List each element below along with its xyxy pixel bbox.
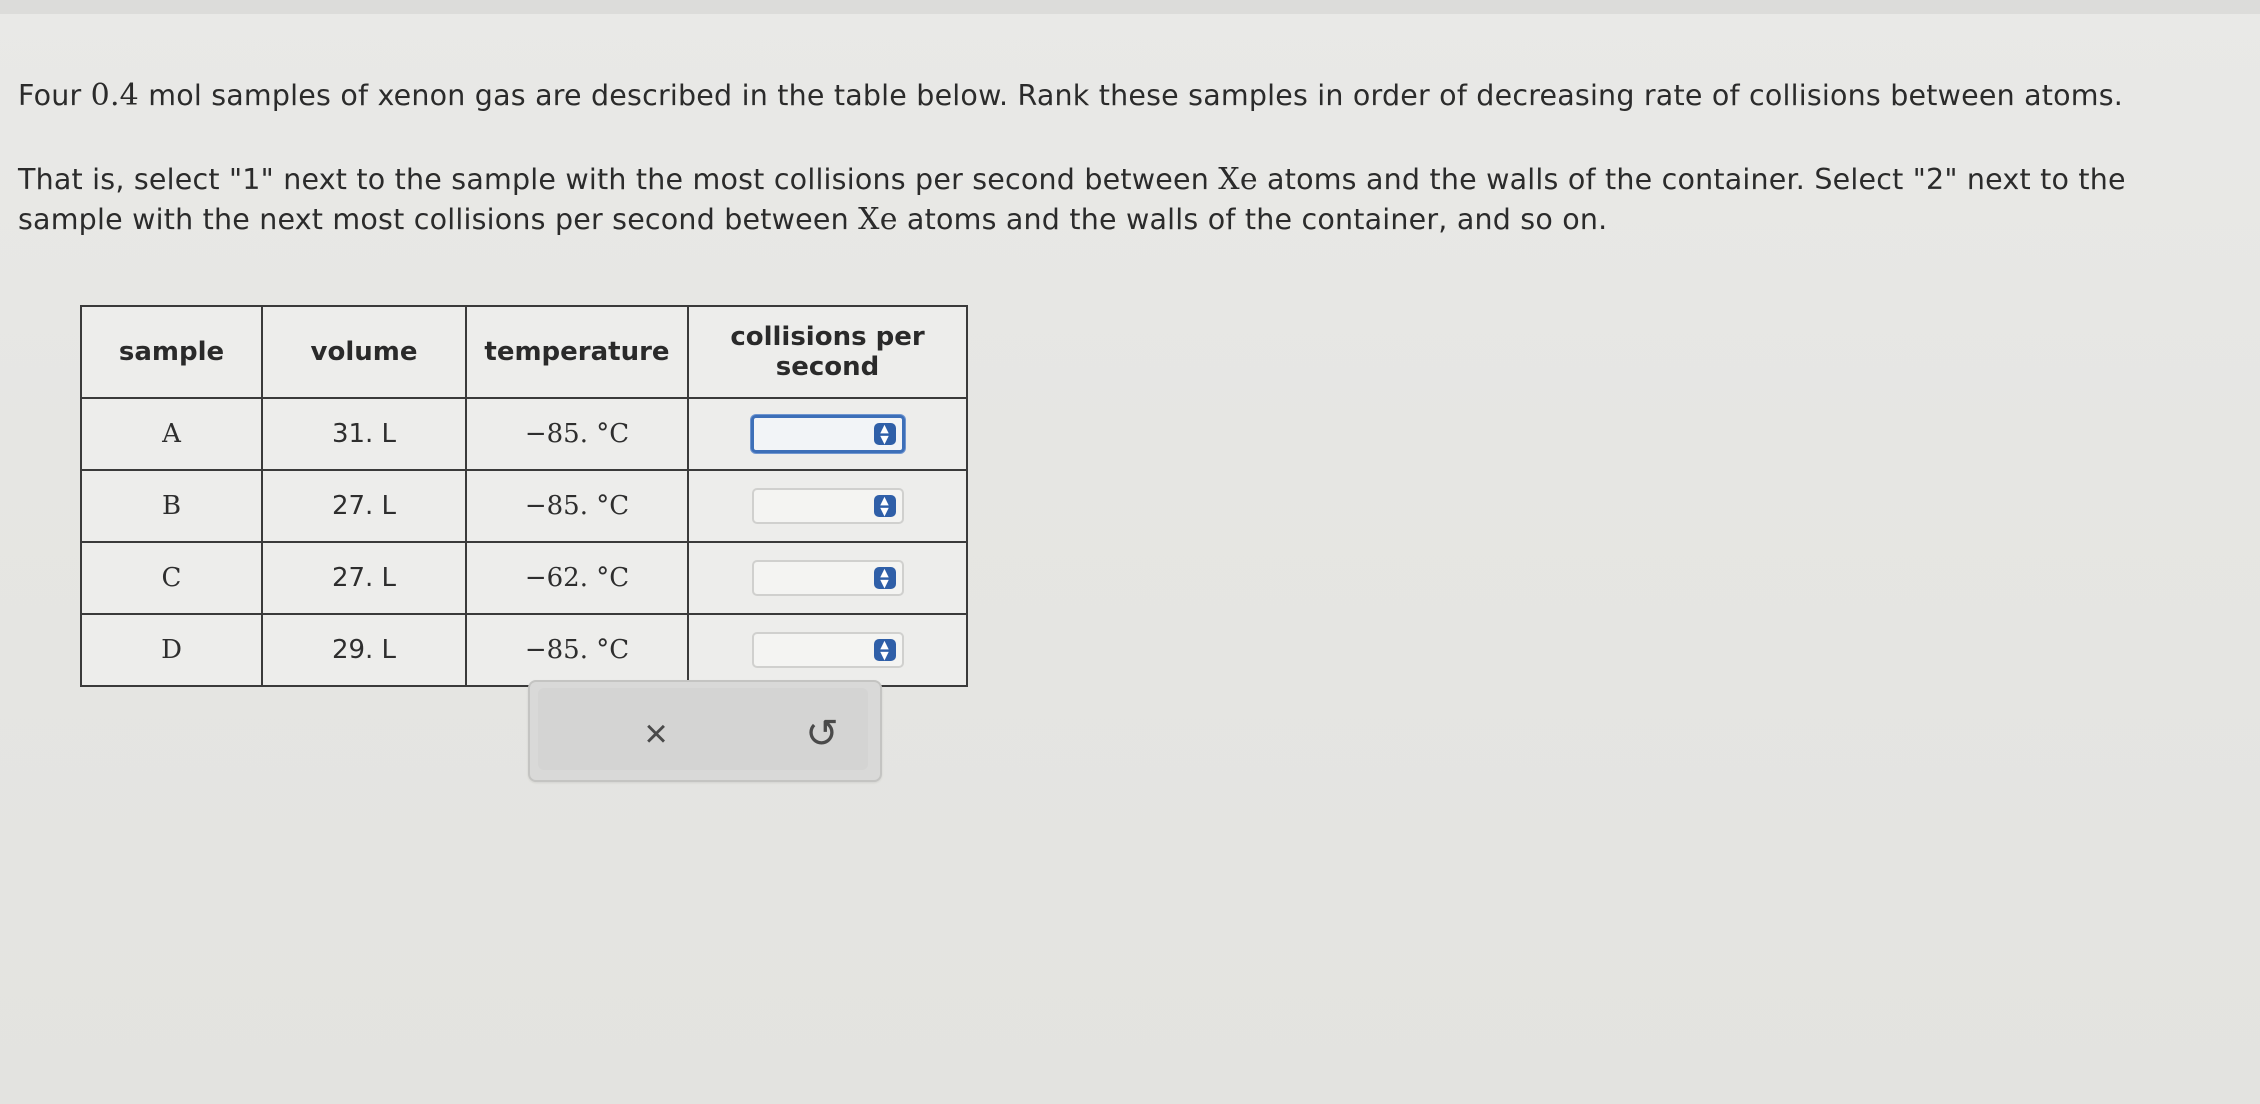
rank-cell bbox=[688, 542, 967, 614]
top-edge bbox=[0, 0, 2260, 14]
volume-value: 29. L bbox=[262, 614, 466, 686]
volume-value: 27. L bbox=[262, 470, 466, 542]
rank-select-d[interactable] bbox=[752, 632, 904, 668]
up-down-arrows-icon: ▲ ▼ bbox=[874, 567, 896, 589]
question-text bbox=[18, 76, 2238, 240]
xenon-symbol: Xe bbox=[1218, 162, 1258, 197]
header-sample: sample bbox=[81, 306, 262, 398]
undo-button[interactable] bbox=[794, 706, 850, 762]
answer-action-panel bbox=[528, 680, 882, 782]
sample-label: C bbox=[81, 542, 262, 614]
rank-select-a[interactable] bbox=[751, 415, 905, 453]
samples-table bbox=[80, 305, 968, 687]
header-collisions-per-second: collisions per second bbox=[688, 306, 967, 398]
samples-table-container bbox=[80, 305, 968, 687]
up-down-arrows-icon: ▲ ▼ bbox=[874, 423, 896, 445]
temperature-value: −85. °C bbox=[466, 614, 688, 686]
table-row bbox=[81, 398, 967, 470]
question-instructions: That is, select "1" next to the sample with the most collisions per second between Xe atoms and the walls of the container. Select "2" next to the sample with the next most collisions per second between Xe atoms and the walls of the container, and so on. bbox=[18, 162, 2126, 237]
table-header-row bbox=[81, 306, 967, 398]
rank-cell bbox=[688, 614, 967, 686]
close-x-icon: × bbox=[644, 712, 668, 756]
temperature-value: −85. °C bbox=[466, 398, 688, 470]
up-down-arrows-icon: ▲ ▼ bbox=[874, 495, 896, 517]
volume-value: 31. L bbox=[262, 398, 466, 470]
rank-select-c[interactable] bbox=[752, 560, 904, 596]
sample-label: A bbox=[81, 398, 262, 470]
table-row bbox=[81, 542, 967, 614]
clear-button[interactable] bbox=[628, 706, 684, 762]
sample-label: D bbox=[81, 614, 262, 686]
temperature-value: −62. °C bbox=[466, 542, 688, 614]
sample-label: B bbox=[81, 470, 262, 542]
table-row bbox=[81, 614, 967, 686]
question-line-1: Four 0.4 mol samples of xenon gas are described in the table below. Rank these samples in order of decreasing rate of collisions between atoms. bbox=[18, 78, 2124, 113]
undo-arrow-icon: ↺ bbox=[805, 712, 839, 756]
rank-cell bbox=[688, 398, 967, 470]
rank-cell bbox=[688, 470, 967, 542]
up-down-arrows-icon: ▲ ▼ bbox=[874, 639, 896, 661]
mol-amount: 0.4 bbox=[90, 78, 139, 113]
header-temperature: temperature bbox=[466, 306, 688, 398]
header-volume: volume bbox=[262, 306, 466, 398]
temperature-value: −85. °C bbox=[466, 470, 688, 542]
action-panel-inner bbox=[538, 688, 868, 770]
rank-select-b[interactable] bbox=[752, 488, 904, 524]
xenon-symbol: Xe bbox=[858, 202, 898, 237]
volume-value: 27. L bbox=[262, 542, 466, 614]
table-row bbox=[81, 470, 967, 542]
